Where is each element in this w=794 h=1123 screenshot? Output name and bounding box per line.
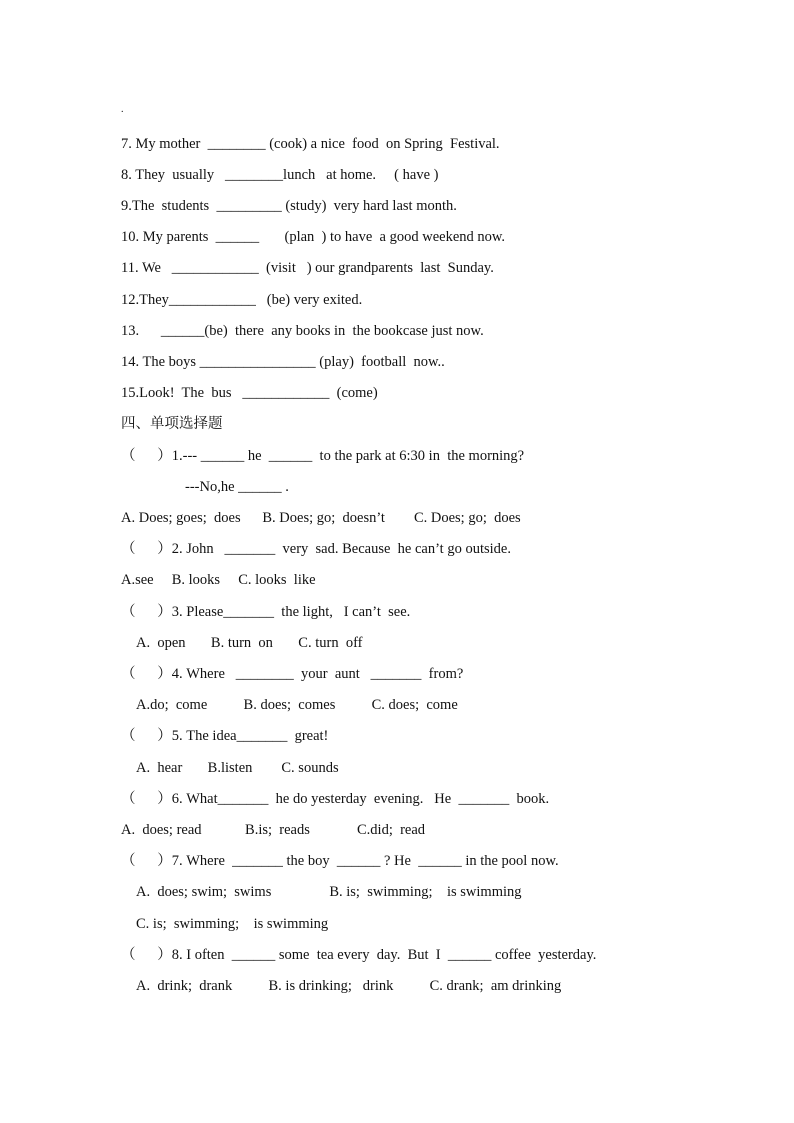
fill-in-question-11: 11. We ____________ (visit ) our grandparents last Sunday. — [121, 260, 494, 276]
mc-options-5: A. hear B.listen C. sounds — [136, 760, 339, 776]
mc-question-2: （ ）2. John _______ very sad. Because he can’t go outside. — [121, 541, 511, 557]
mc-question-7: （ ）7. Where _______ the boy ______ ? He ______ in the pool now. — [121, 853, 559, 869]
fill-in-question-13: 13. ______(be) there any books in the bookcase just now. — [121, 323, 484, 339]
mc-options-7b: C. is; swimming; is swimming — [136, 916, 329, 932]
section-title: 四、单项选择题 — [121, 416, 223, 432]
mc-question-1: （ ）1.--- ______ he ______ to the park at 6:30 in the morning? — [121, 448, 525, 464]
mc-options-4: A.do; come B. does; comes C. does; come — [136, 697, 458, 713]
mc-question-4: （ ）4. Where ________ your aunt _______ from? — [121, 666, 464, 682]
mc-question-3: （ ）3. Please_______ the light, I can’t see. — [121, 604, 411, 620]
mc-question-6: （ ）6. What_______ he do yesterday evening. He _______ book. — [121, 791, 550, 807]
mc-options-6: A. does; read B.is; reads C.did; read — [121, 822, 426, 838]
fill-in-question-12: 12.They____________ (be) very exited. — [121, 292, 363, 308]
fill-in-question-7: 7. My mother ________ (cook) a nice food on Spring Festival. — [121, 136, 500, 152]
fill-in-question-9: 9.The students _________ (study) very hard last month. — [121, 198, 457, 214]
mc-options-7a: A. does; swim; swims B. is; swimming; is swimming — [136, 884, 522, 900]
fill-in-question-14: 14. The boys ________________ (play) football now.. — [121, 354, 445, 370]
mc-question-1-response: ---No,he ______ . — [185, 479, 289, 495]
fill-in-question-8: 8. They usually ________lunch at home. ( have ) — [121, 167, 439, 183]
fill-in-question-15: 15.Look! The bus ____________ (come) — [121, 385, 378, 401]
mc-question-5: （ ）5. The idea_______ great! — [121, 728, 329, 744]
mc-options-2: A.see B. looks C. looks like — [121, 572, 316, 588]
mc-question-8: （ ）8. I often ______ some tea every day. But I ______ coffee yesterday. — [121, 947, 597, 963]
mc-options-3: A. open B. turn on C. turn off — [136, 635, 363, 651]
mc-options-1: A. Does; goes; does B. Does; go; doesn’t C. Does; go; does — [121, 510, 521, 526]
mc-options-8: A. drink; drank B. is drinking; drink C. drank; am drinking — [136, 978, 562, 994]
top-mark: . — [121, 104, 124, 115]
fill-in-question-10: 10. My parents ______ (plan ) to have a good weekend now. — [121, 229, 506, 245]
